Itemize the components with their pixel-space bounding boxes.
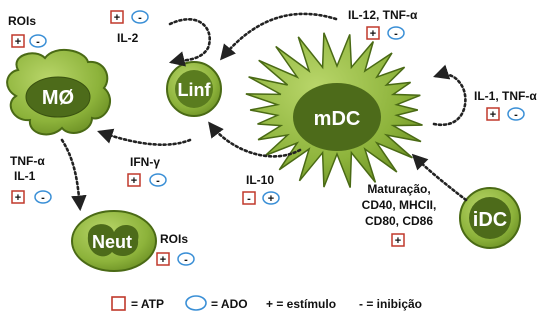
maturation-line-3: CD80, CD86 <box>364 214 434 228</box>
atp-effect: + <box>113 12 121 24</box>
maturation-line-2: CD40, MHCII, <box>361 198 437 212</box>
lymphocyte-label: Linf <box>177 80 211 100</box>
rois-bottom-label: ROIs <box>160 232 189 246</box>
ado-effect: - <box>184 254 188 266</box>
immature-dc-label: iDC <box>472 209 508 231</box>
ado-effect: - <box>394 28 398 40</box>
ado-effect: - <box>156 175 160 187</box>
legend-inhibition-label: - = inibição <box>359 297 423 311</box>
maturation-effects <box>392 234 404 247</box>
atp-effect: + <box>130 175 138 187</box>
atp-effect: - <box>247 193 251 205</box>
maturation-line-1: Maturação, <box>367 182 431 196</box>
il10-label: IL-10 <box>246 173 275 187</box>
macrophage-label: MØ <box>41 87 75 109</box>
atp-effect: + <box>14 192 22 204</box>
il10-effects <box>243 192 279 205</box>
atp-effect: + <box>14 36 22 48</box>
linf-to-macrophage-arrow <box>100 132 190 145</box>
legend <box>112 296 422 311</box>
mdc-self-loop-arrow <box>434 74 465 124</box>
ado-effect: - <box>41 192 45 204</box>
atp-effect: + <box>394 235 402 247</box>
il2-effects <box>111 11 148 24</box>
lymphocyte-cell <box>167 62 221 116</box>
atp-effect: + <box>159 254 167 266</box>
il2-loop-arrow <box>170 19 210 62</box>
legend-atp-label: = ATP <box>131 297 165 311</box>
tnfa-il1-effects <box>12 191 51 204</box>
legend-atp-box <box>112 297 125 310</box>
ado-effect: + <box>267 193 275 205</box>
atp-effect: + <box>369 28 377 40</box>
il12-tnfa-effects <box>367 27 404 40</box>
il1-tnfa-effects <box>487 108 524 121</box>
atp-effect: + <box>489 109 497 121</box>
rois-bottom-effects <box>157 253 194 266</box>
ifng-label: IFN-γ <box>130 155 160 169</box>
rois-top-effects <box>12 35 46 48</box>
ado-effect: - <box>138 12 142 24</box>
ado-effect: - <box>514 109 518 121</box>
neutrophil-label: Neut <box>92 232 132 252</box>
ifng-effects <box>128 174 166 187</box>
il2-label: IL-2 <box>117 31 139 45</box>
il12-tnfa-label: IL-12, TNF-α <box>348 8 418 22</box>
tnfa-label: TNF-α <box>10 154 45 168</box>
ado-effect: - <box>36 36 40 48</box>
legend-stimulus-label: + = estímulo <box>266 297 337 311</box>
legend-ado-oval <box>186 296 206 310</box>
mature-dc-label: mDC <box>313 108 361 130</box>
neutrophil-cell <box>72 211 156 271</box>
rois-top-label: ROIs <box>8 14 37 28</box>
il1-label: IL-1 <box>14 169 36 183</box>
macrophage-cell <box>7 50 110 135</box>
macrophage-to-neutrophil-arrow <box>62 140 80 208</box>
immature-dc-cell <box>460 188 520 248</box>
mature-dc-cell <box>246 33 423 188</box>
legend-ado-label: = ADO <box>211 297 248 311</box>
il1-tnfa-label: IL-1, TNF-α <box>474 89 537 103</box>
